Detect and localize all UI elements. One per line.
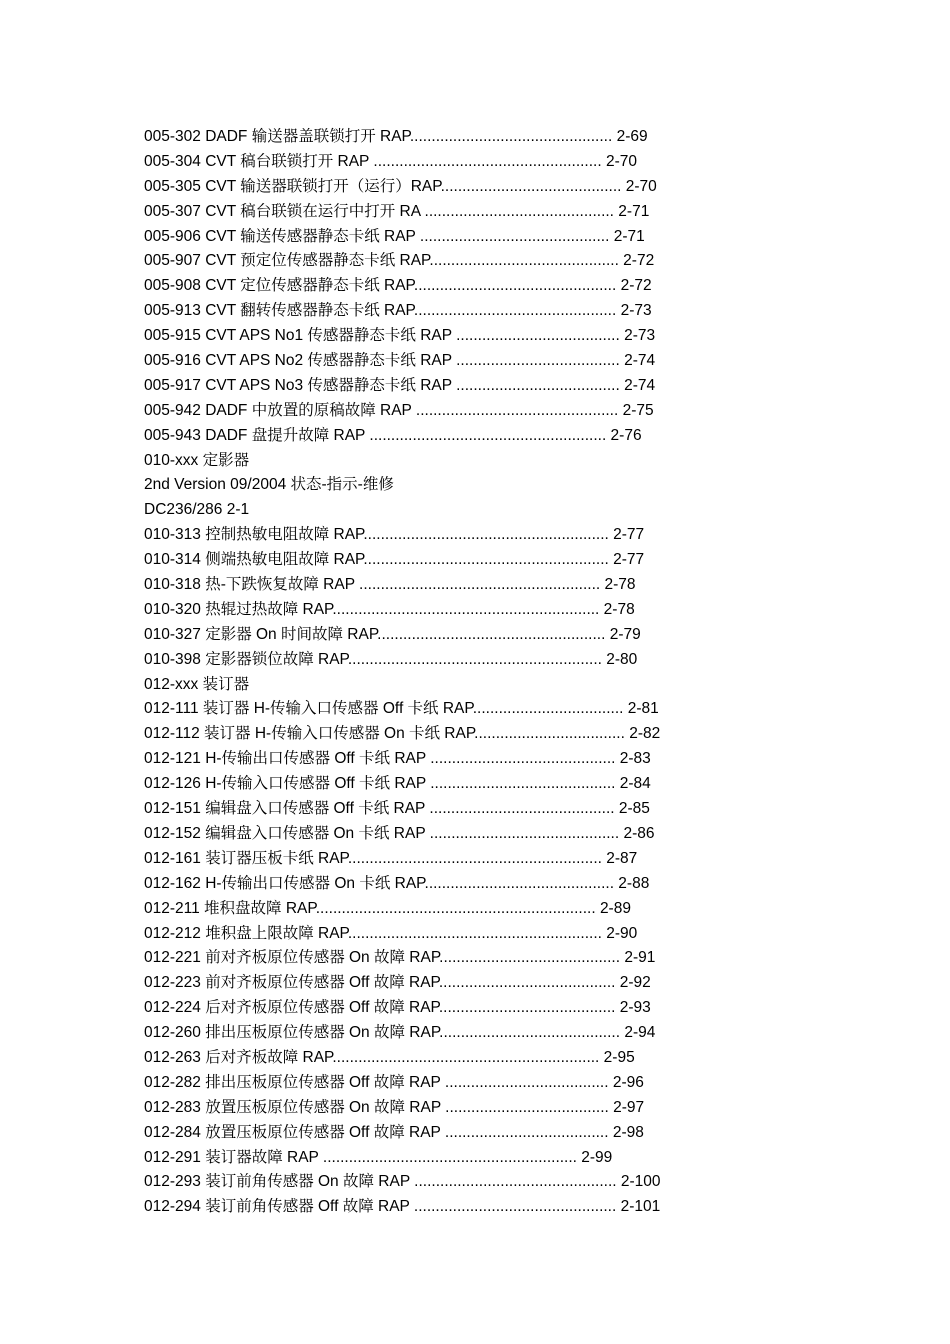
- toc-line: 012-221 前对齐板原位传感器 On 故障 RAP.......................................... 2-91: [144, 949, 656, 967]
- toc-line: 012-263 后对齐板故障 RAP.............................................................. 2-95: [144, 1048, 635, 1066]
- toc-line: 010-314 侧端热敏电阻故障 RAP......................................................... 2-77: [144, 551, 645, 569]
- toc-line: 012-224 后对齐板原位传感器 Off 故障 RAP......................................... 2-93: [144, 999, 651, 1017]
- toc-line: 012-260 排出压板原位传感器 On 故障 RAP.......................................... 2-94: [144, 1024, 656, 1042]
- toc-line: 010-318 热-下跌恢复故障 RAP ........................................................ 2-78: [144, 576, 636, 594]
- table-of-contents: [144, 125, 764, 1220]
- toc-line: 005-906 CVT 输送传感器静态卡纸 RAP ............................................ 2-71: [144, 227, 645, 245]
- toc-line: 010-313 控制热敏电阻故障 RAP......................................................... 2-77: [144, 526, 645, 544]
- toc-line: 010-398 定影器锁位故障 RAP........................................................... 2-80: [144, 650, 638, 668]
- toc-line: 005-302 DADF 输送器盖联锁打开 RAP............................................... 2-69: [144, 128, 648, 145]
- toc-line: 012-152 编辑盘入口传感器 On 卡纸 RAP ............................................ 2-86: [144, 824, 655, 842]
- toc-line: 010-327 定影器 On 时间故障 RAP..................................................... 2-79: [144, 625, 641, 643]
- toc-line: 005-907 CVT 预定位传感器静态卡纸 RAP............................................ 2-72: [144, 252, 655, 270]
- toc-line: 012-291 装订器故障 RAP ........................................................... 2-99: [144, 1148, 613, 1166]
- toc-line: 005-943 DADF 盘提升故障 RAP ....................................................... 2-76: [144, 426, 642, 444]
- page-footer-version: 2nd Version 09/2004 状态-指示-维修: [144, 476, 394, 494]
- toc-line: 005-304 CVT 稿台联锁打开 RAP ..................................................... 2-70: [144, 152, 637, 170]
- toc-line: 005-913 CVT 翻转传感器静态卡纸 RAP............................................... 2-73: [144, 302, 652, 320]
- toc-line: 005-305 CVT 输送器联锁打开（运行）RAP.......................................... 2-70: [144, 177, 657, 195]
- page-footer-model: DC236/286 2-1: [144, 501, 250, 519]
- toc-line: 012-284 放置压板原位传感器 Off 故障 RAP ...................................... 2-98: [144, 1123, 644, 1141]
- section-heading: 010-xxx 定影器: [144, 451, 250, 469]
- toc-line: 005-917 CVT APS No3 传感器静态卡纸 RAP ...................................... 2-74: [144, 376, 656, 394]
- toc-line: 005-307 CVT 稿台联锁在运行中打开 RA ............................................ 2-71: [144, 202, 650, 220]
- toc-line: 012-211 堆积盘故障 RAP................................................................. 2-89: [144, 899, 631, 917]
- toc-line: 012-282 排出压板原位传感器 Off 故障 RAP ...................................... 2-96: [144, 1073, 644, 1091]
- section-heading: 012-xxx 装订器: [144, 675, 250, 693]
- toc-line: 012-126 H-传输入口传感器 Off 卡纸 RAP ........................................... 2-84: [144, 775, 651, 793]
- toc-line: 005-916 CVT APS No2 传感器静态卡纸 RAP ...................................... 2-74: [144, 352, 656, 370]
- toc-line: 012-293 装订前角传感器 On 故障 RAP ............................................... 2-100: [144, 1173, 661, 1191]
- toc-line: 012-283 放置压板原位传感器 On 故障 RAP ...................................... 2-97: [144, 1098, 645, 1116]
- toc-line: 005-942 DADF 中放置的原稿故障 RAP ............................................... 2-75: [144, 401, 654, 419]
- toc-line: 012-112 装订器 H-传输入口传感器 On 卡纸 RAP................................... 2-82: [144, 725, 661, 743]
- toc-line: 012-111 装订器 H-传输入口传感器 Off 卡纸 RAP................................... 2-81: [144, 700, 659, 718]
- toc-line: 005-908 CVT 定位传感器静态卡纸 RAP............................................... 2-72: [144, 277, 652, 295]
- toc-line: 012-294 装订前角传感器 Off 故障 RAP ............................................... 2-101: [144, 1198, 661, 1216]
- toc-line: 012-212 堆积盘上限故障 RAP........................................................... 2-90: [144, 924, 638, 942]
- toc-line: 012-223 前对齐板原位传感器 Off 故障 RAP......................................... 2-92: [144, 974, 651, 992]
- toc-line: 012-151 编辑盘入口传感器 Off 卡纸 RAP ........................................... 2-85: [144, 800, 650, 818]
- toc-line: 010-320 热辊过热故障 RAP.............................................................. 2-78: [144, 600, 635, 618]
- toc-line: 012-161 装订器压板卡纸 RAP........................................................... 2-87: [144, 849, 638, 867]
- toc-line: 005-915 CVT APS No1 传感器静态卡纸 RAP ...................................... 2-73: [144, 327, 656, 345]
- toc-line: 012-121 H-传输出口传感器 Off 卡纸 RAP ........................................... 2-83: [144, 750, 651, 768]
- toc-line: 012-162 H-传输出口传感器 On 卡纸 RAP............................................ 2-88: [144, 874, 650, 892]
